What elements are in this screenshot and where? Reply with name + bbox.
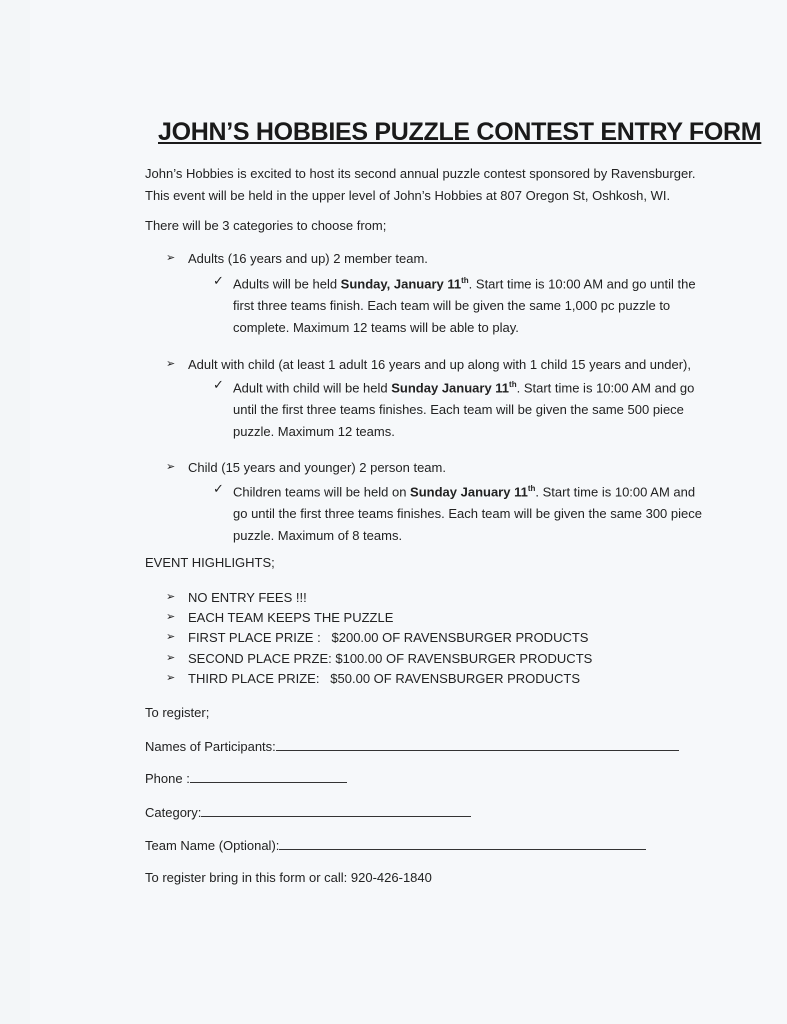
- team-name-field[interactable]: [145, 837, 646, 853]
- detail-text: Adult with child will be held: [233, 380, 392, 396]
- arrow-bullet-icon: ➢: [166, 672, 176, 684]
- detail-date-suffix: th: [527, 484, 536, 493]
- detail-text: . Start time is 10:00 AM and go until the first three teams finishes. Each team will be given the same 500 piece puzzle. Maximum 12 teams.: [233, 380, 695, 440]
- arrow-bullet-icon: ➢: [166, 611, 176, 623]
- highlight-text: EACH TEAM KEEPS THE PUZZLE: [188, 610, 394, 625]
- category-field[interactable]: [145, 804, 471, 820]
- detail-text: Children teams will be held on: [233, 484, 411, 500]
- highlight-item: [166, 630, 589, 645]
- arrow-bullet-icon: ➢: [166, 591, 176, 603]
- highlights-heading: EVENT HIGHLIGHTS;: [145, 555, 275, 570]
- highlight-text: THIRD PLACE PRIZE: $50.00 OF RAVENSBURGER PRODUCTS: [188, 671, 581, 686]
- detail-date: Sunday January 11: [410, 484, 528, 500]
- names-label: Names of Participants:: [145, 739, 276, 754]
- phone-blank[interactable]: [190, 770, 347, 783]
- team-name-blank[interactable]: [279, 837, 646, 850]
- detail-text: Adults will be held: [233, 276, 341, 292]
- check-bullet-icon: ✓: [213, 377, 224, 392]
- category-blank[interactable]: [201, 804, 471, 817]
- category-detail: [213, 270, 713, 339]
- highlight-item: [166, 651, 593, 666]
- intro-line-2: This event will be held in the upper level of John’s Hobbies at 807 Oregon St, Oshkosh, WI.: [145, 188, 671, 203]
- arrow-bullet-icon: ➢: [166, 252, 176, 264]
- detail-date: Sunday, January 11: [340, 276, 462, 292]
- category-detail: [213, 374, 713, 443]
- check-bullet-icon: ✓: [213, 481, 224, 496]
- detail-text: . Start time is 10:00 AM and go until the first three teams finish. Each team will be given the same 1,000 pc puzzle to complete. Maximum 12 teams will be able to play.: [233, 276, 696, 336]
- register-heading: To register;: [145, 705, 210, 720]
- arrow-bullet-icon: ➢: [166, 631, 176, 643]
- category-label: Adult with child (at least 1 adult 16 years and up along with 1 child 15 years and under),: [188, 357, 691, 372]
- category-item: [166, 460, 446, 475]
- detail-date: Sunday January 11: [391, 380, 510, 396]
- arrow-bullet-icon: ➢: [166, 652, 176, 664]
- arrow-bullet-icon: ➢: [166, 461, 176, 473]
- team-name-label: Team Name (Optional):: [145, 838, 280, 853]
- categories-intro: There will be 3 categories to choose from;: [145, 218, 387, 233]
- highlight-text: NO ENTRY FEES !!!: [188, 590, 307, 605]
- detail-text: . Start time is 10:00 AM and go until the first three teams finishes. Each team will be given the same 300 piece puzzle. Maximum of 8 teams.: [233, 484, 702, 544]
- highlight-item: [166, 590, 307, 605]
- category-item: [166, 357, 691, 372]
- highlight-item: [166, 671, 581, 686]
- names-blank[interactable]: [276, 738, 679, 751]
- call-to-register: To register bring in this form or call: 920-426-1840: [145, 870, 432, 885]
- category-label: Adults (16 years and up) 2 member team.: [188, 251, 428, 266]
- page-title: JOHN’S HOBBIES PUZZLE CONTEST ENTRY FORM: [158, 118, 762, 146]
- highlight-text: SECOND PLACE PRZE: $100.00 OF RAVENSBURGER PRODUCTS: [188, 651, 593, 666]
- names-field[interactable]: [145, 738, 679, 754]
- highlight-text: FIRST PLACE PRIZE : $200.00 OF RAVENSBURGER PRODUCTS: [188, 630, 589, 645]
- check-bullet-icon: ✓: [213, 273, 224, 288]
- category-detail: [213, 478, 713, 547]
- phone-field[interactable]: [145, 770, 347, 786]
- phone-label: Phone :: [145, 771, 190, 786]
- arrow-bullet-icon: ➢: [166, 358, 176, 370]
- intro-line-1: John’s Hobbies is excited to host its second annual puzzle contest sponsored by Ravensburger.: [145, 166, 696, 181]
- category-label: Child (15 years and younger) 2 person team.: [188, 460, 446, 475]
- highlight-item: [166, 610, 394, 625]
- category-label: Category:: [145, 805, 202, 820]
- detail-date-suffix: th: [461, 276, 469, 285]
- detail-date-suffix: th: [509, 380, 517, 389]
- category-item: [166, 251, 428, 266]
